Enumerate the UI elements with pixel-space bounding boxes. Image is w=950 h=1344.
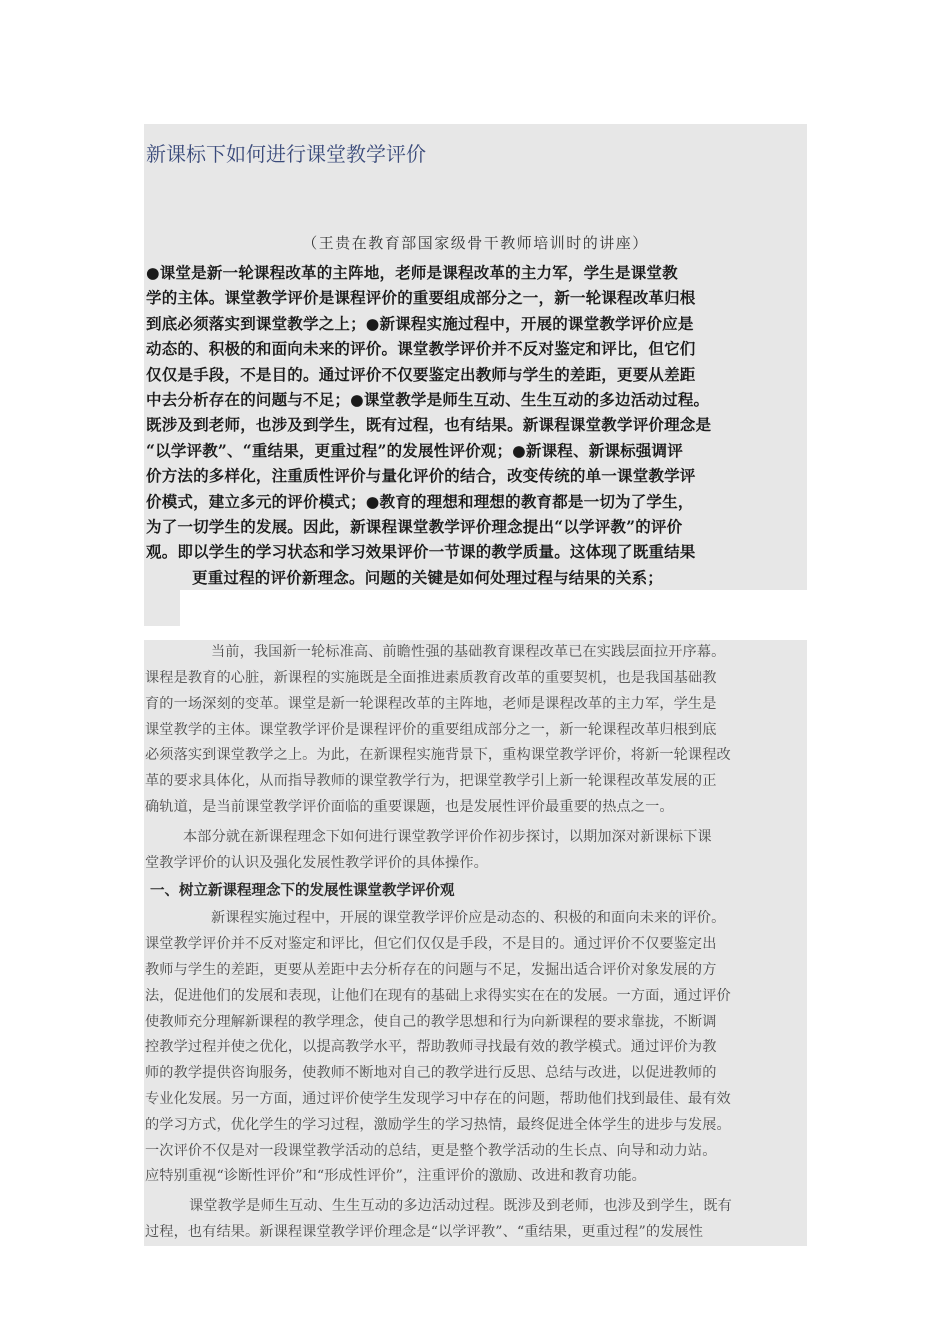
paragraph-line: 的学习方式，优化学生的学习过程，激励学生的学习热情，最终促进全体学生的进步与发展。 <box>145 1116 731 1133</box>
paragraph-line: 师的教学提供咨询服务，使教师不断地对自己的教学进行反思、总结与改进，以促进教师的 <box>145 1065 717 1082</box>
summary-line: ●课堂是新一轮课程改革的主阵地，老师是课程改革的主力军，学生是课堂教 <box>146 263 678 282</box>
paragraph-line: 课堂教学是师生互动、生生互动的多边活动过程。既涉及到老师，也涉及到学生，既有 <box>189 1198 732 1215</box>
spacer <box>144 202 807 226</box>
title-block <box>144 124 807 176</box>
paragraph-line: 革的要求具体化，从而指导教师的课堂教学行为，把课堂教学引上新一轮课程改革发展的正 <box>145 773 717 790</box>
paragraph-line: 使教师充分理解新课程的教学理念，使自己的教学思想和行为向新课程的要求靠拢，不断调 <box>145 1013 717 1030</box>
summary-line: 学的主体。课堂教学评价是课程评价的重要组成部分之一，新一轮课程改革归根 <box>146 288 696 308</box>
summary-line: 为了一切学生的发展。因此，新课程课堂教学评价理念提出“以学评教”的评价 <box>146 517 683 537</box>
paragraph-line: 教师与学生的差距，更要从差距中去分析存在的问题与不足，发掘出适合评价对象发展的方 <box>145 962 717 979</box>
document-subtitle: （王贵在教育部国家级骨干教师培训时的讲座） <box>144 226 807 260</box>
document-title: 新课标下如何进行课堂教学评价 <box>146 142 426 166</box>
paragraph-section1 <box>144 906 807 1190</box>
summary-block <box>144 260 807 590</box>
document-page <box>144 124 807 1246</box>
summary-line: “以学评教”、“重结果，更重过程”的发展性评价观；●新课程、新课标强调评 <box>146 440 683 460</box>
summary-line: 仅仅是手段，不是目的。通过评价不仅要鉴定出教师与学生的差距，更要从差距 <box>146 364 696 384</box>
paragraph-line: 新课程实施过程中，开展的课堂教学评价应是动态的、积极的和面向未来的评价。 <box>211 910 726 927</box>
paragraph-interaction <box>144 1194 807 1246</box>
paragraph-line: 本部分就在新课程理念下如何进行课堂教学评价作初步探讨，以期加深对新课标下课 <box>183 828 712 845</box>
paragraph-line: 过程，也有结果。新课程课堂教学评价理念是“以学评教”、“重结果，更重过程”的发展性 <box>145 1224 704 1241</box>
summary-line: 既涉及到老师，也涉及到学生，既有过程，也有结果。新课程课堂教学评价理念是 <box>146 415 712 435</box>
paragraph-intro <box>144 640 807 821</box>
summary-line: 价模式，建立多元的评价模式；●教育的理想和理想的教育都是一切为了学生， <box>146 491 694 511</box>
summary-line: 价方法的多样化，注重质性评价与量化评价的结合，改变传统的单一课堂教学评 <box>146 466 696 486</box>
paragraph-line: 课堂教学的主体。课堂教学评价是课程评价的重要组成部分之一，新一轮课程改革归根到底 <box>145 721 717 738</box>
summary-line: 更重过程的评价新理念。问题的关键是如何处理过程与结果的关系； <box>192 567 664 587</box>
paragraph-line: 确轨道，是当前课堂教学评价面临的重要课题，也是发展性评价最重要的热点之一。 <box>145 799 674 816</box>
paragraph-line: 法，促进他们的发展和表现，让他们在现有的基础上求得实实在在的发展。一方面，通过评价 <box>145 987 731 1004</box>
paragraph-scope <box>144 825 807 877</box>
summary-line: 动态的、积极的和面向未来的评价。课堂教学评价并不反对鉴定和评比，但它们 <box>146 339 696 359</box>
summary-line: 中去分析存在的问题与不足；●课堂教学是师生互动、生生互动的多边活动过程。 <box>146 390 710 410</box>
spacer <box>144 176 807 202</box>
spacer <box>144 626 807 640</box>
gap-row <box>144 590 807 626</box>
paragraph-line: 一次评价不仅是对一段课堂教学活动的总结，更是整个教学活动的生长点、向导和动力站。 <box>145 1142 717 1159</box>
section-heading: 一、树立新课程理念下的发展性课堂教学评价观 <box>144 876 807 906</box>
shade-fragment <box>144 590 180 626</box>
summary-line: 观。即以学生的学习状态和学习效果评价一节课的教学质量。这体现了既重结果 <box>146 542 696 562</box>
paragraph-line: 堂教学评价的认识及强化发展性教学评价的具体操作。 <box>145 854 488 871</box>
paragraph-line: 课程是教育的心脏，新课程的实施既是全面推进素质教育改革的重要契机，也是我国基础教 <box>145 670 717 687</box>
paragraph-line: 专业化发展。另一方面，通过评价使学生发现学习中存在的问题，帮助他们找到最佳、最有效 <box>145 1091 731 1108</box>
paragraph-line: 应特别重视“诊断性评价”和“形成性评价”，注重评价的激励、改进和教育功能。 <box>145 1168 646 1185</box>
paragraph-line: 控教学过程并使之优化，以提高教学水平，帮助教师寻找最有效的教学模式。通过评价为教 <box>145 1039 717 1056</box>
summary-line: 到底必须落实到课堂教学之上；●新课程实施过程中，开展的课堂教学评价应是 <box>146 313 694 333</box>
paragraph-line: 必须落实到课堂教学之上。为此，在新课程实施背景下，重构课堂教学评价，将新一轮课程改 <box>145 747 731 764</box>
paragraph-line: 课堂教学评价并不反对鉴定和评比，但它们仅仅是手段，不是目的。通过评价不仅要鉴定出 <box>145 936 717 953</box>
paragraph-line: 当前，我国新一轮标准高、前瞻性强的基础教育课程改革已在实践层面拉开序幕。 <box>211 644 726 661</box>
paragraph-line: 育的一场深刻的变革。课堂是新一轮课程改革的主阵地，老师是课程改革的主力军，学生是 <box>145 695 717 712</box>
